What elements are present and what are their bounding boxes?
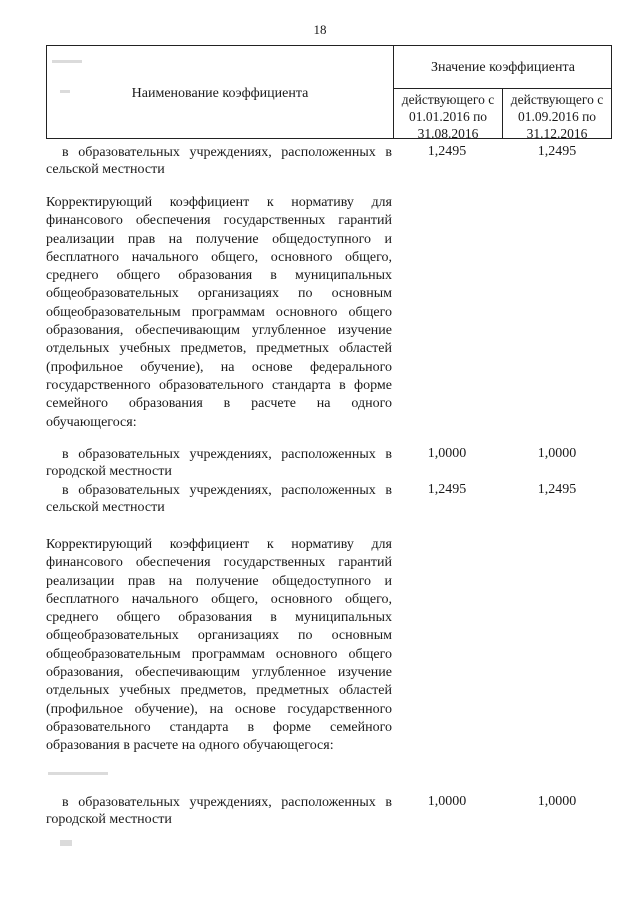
scan-mark	[60, 840, 72, 846]
coefficient-description: Корректирующий коэффициент к нормативу для финансового обеспечения государственных гарантий реализации прав на получение общедоступного и бесплатного начального общего, основного общего, среднего общего образования в муниципальных общеобразовательных организациях по основным общеобразовательным программам основного общего образования, обеспечивающим углубленное изучение отдельных учебных предметов, предметных областей (профильное обучение), на основе государственного образовательного стандарта в форме семейного образования в расчете на одного обучающегося:	[46, 537, 392, 754]
row-value-period-2: 1,2495	[537, 144, 577, 159]
page-number: 18	[313, 22, 327, 37]
row-value-period-2: 1,2495	[537, 482, 577, 497]
row-label: в образовательных учреждениях, расположенных в городской местности	[46, 795, 392, 827]
table-header	[46, 45, 612, 139]
coefficient-description: Корректирующий коэффициент к нормативу для финансового обеспечения государственных гарантий реализации прав на получение общедоступного и бесплатного начального общего, основного общего, среднего общего образования в муниципальных общеобразовательных организациях по основным общеобразовательным программам основного общего образования, обеспечивающим углубленное изучение отдельных учебных предметов, предметных областей (профильное обучение), на основе федерального государственного образовательного стандарта в форме семейного образования в расчете на одного обучающегося:	[46, 195, 392, 430]
row-label: в образовательных учреждениях, расположенных в сельской местности	[46, 483, 392, 515]
row-value-period-1: 1,2495	[427, 482, 467, 497]
row-label: в образовательных учреждениях, расположенных в городской местности	[46, 447, 392, 479]
scan-mark	[60, 90, 70, 93]
header-period-1: действующего с 01.01.2016 по 31.08.2016	[401, 92, 495, 141]
header-name-column: Наименование коэффициента	[131, 86, 309, 101]
header-value-column: Значение коэффициента	[430, 60, 576, 75]
row-label: в образовательных учреждениях, расположенных в сельской местности	[46, 145, 392, 177]
row-value-period-1: 1,0000	[427, 446, 467, 461]
row-value-period-2: 1,0000	[537, 446, 577, 461]
scan-mark	[48, 772, 108, 775]
scan-mark	[52, 60, 82, 63]
row-value-period-1: 1,2495	[427, 144, 467, 159]
row-value-period-2: 1,0000	[537, 794, 577, 809]
header-period-2: действующего с 01.09.2016 по 31.12.2016	[510, 92, 604, 141]
row-value-period-1: 1,0000	[427, 794, 467, 809]
